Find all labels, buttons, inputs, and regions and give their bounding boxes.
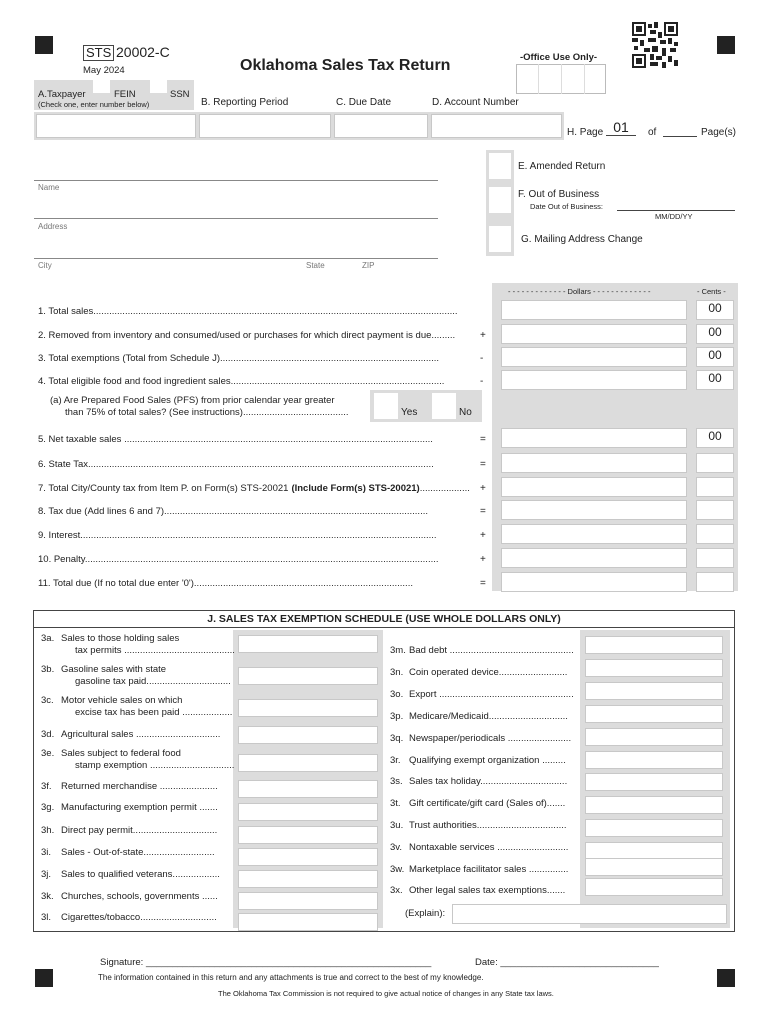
schedule-input-3w[interactable]	[585, 858, 723, 876]
taxpayer-label: A.Taxpayer	[38, 89, 86, 100]
line-7-cents-input[interactable]	[696, 477, 734, 497]
schedule-item-label: Marketplace facilitator sales ...............	[409, 864, 569, 875]
line-3-dollars-input[interactable]	[501, 347, 687, 367]
page-of-label: of	[648, 127, 657, 138]
form-number: 20002-C	[116, 44, 170, 60]
line-8-operator: =	[480, 506, 486, 517]
line-11-cents-input[interactable]	[696, 572, 734, 592]
schedule-item-label: Nontaxable services ...........................	[409, 842, 569, 853]
out-of-business-date-format: MM/DD/YY	[655, 212, 693, 221]
reporting-period-label: B. Reporting Period	[201, 97, 289, 108]
schedule-code-3m: 3m.	[390, 645, 406, 656]
line-4-cents-value: 00	[708, 371, 722, 385]
schedule-item-label-cont: stamp exemption ................................	[75, 760, 235, 771]
office-use-divider	[584, 64, 585, 94]
amended-return-checkbox[interactable]	[489, 153, 511, 179]
schedule-code-3r: 3r.	[390, 755, 401, 766]
schedule-item-label: Other legal sales tax exemptions.......	[409, 885, 566, 896]
schedule-j-title: J. SALES TAX EXEMPTION SCHEDULE (USE WHOLE DOLLARS ONLY)	[207, 613, 561, 625]
office-use-label: -Office Use Only-	[520, 52, 598, 63]
line-2-cents-value: 00	[708, 325, 722, 339]
line-7-operator: +	[480, 483, 486, 494]
schedule-item-label: Sales to those holding sales	[61, 633, 180, 644]
schedule-code-3t: 3t.	[390, 798, 401, 809]
reporting-period-input[interactable]	[199, 114, 331, 138]
line-6-dollars-input[interactable]	[501, 453, 687, 473]
schedule-item-label: Churches, schools, governments ......	[61, 891, 218, 902]
fein-label: FEIN	[114, 89, 136, 100]
page-number-value[interactable]: 01	[606, 119, 636, 136]
schedule-item-label: Coin operated device..........................	[409, 667, 568, 678]
schedule-item-label: Agricultural sales ................................	[61, 729, 221, 740]
schedule-item-label-cont: gasoline tax paid................................	[75, 676, 231, 687]
line-5-label: 5. Net taxable sales .....................................................................................................................	[38, 434, 433, 445]
schedule-item-label: Qualifying exempt organization .........	[409, 755, 566, 766]
pfs-no-checkbox[interactable]	[432, 393, 456, 419]
line-3-cents-value: 00	[708, 348, 722, 362]
schedule-input-3g[interactable]	[238, 803, 378, 821]
name-label: Name	[38, 183, 60, 192]
schedule-input-3x[interactable]	[585, 878, 723, 896]
due-date-input[interactable]	[334, 114, 428, 138]
account-number-label: D. Account Number	[432, 97, 519, 108]
schedule-input-3s[interactable]	[585, 773, 723, 791]
schedule-item-label: Newspaper/periodicals ........................	[409, 733, 572, 744]
line-9-label: 9. Interest.......................................................................................................................................	[38, 530, 437, 541]
schedule-input-3j[interactable]	[238, 870, 378, 888]
ssn-label: SSN	[170, 89, 190, 100]
schedule-code-3a: 3a.	[41, 633, 55, 644]
line-8-dollars-input[interactable]	[501, 500, 687, 520]
schedule-input-3b[interactable]	[238, 667, 378, 685]
line-9-operator: +	[480, 530, 486, 541]
schedule-item-label-cont: excise tax has been paid ...................	[75, 707, 233, 718]
schedule-code-3b: 3b.	[41, 664, 55, 675]
cents-header: - Cents -	[697, 287, 726, 296]
schedule-input-3d[interactable]	[238, 726, 378, 744]
schedule-code-3f: 3f.	[41, 781, 52, 792]
schedule-item-label: Sales to qualified veterans..................	[61, 869, 220, 880]
fein-checkbox[interactable]	[93, 80, 110, 93]
schedule-item-label: Motor vehicle sales on which	[61, 695, 183, 706]
explain-label: (Explain):	[405, 908, 446, 919]
line-5-dollars-input[interactable]	[501, 428, 687, 448]
schedule-code-3h: 3h.	[41, 825, 55, 836]
address-label: Address	[38, 222, 68, 231]
line-5-operator: =	[480, 434, 486, 445]
schedule-input-3l[interactable]	[238, 913, 378, 931]
form-prefix-box: STS	[83, 45, 114, 61]
mailing-address-change-label: G. Mailing Address Change	[521, 234, 643, 245]
line-7-dollars-input[interactable]	[501, 477, 687, 497]
line-2-label: 2. Removed from inventory and consumed/used or purchases for which direct payment is due.........	[38, 330, 456, 341]
schedule-item-label: Cigarettes/tobacco.............................	[61, 912, 217, 923]
out-of-business-date-input[interactable]	[617, 210, 735, 211]
schedule-input-3q[interactable]	[585, 728, 723, 746]
schedule-code-3w: 3w.	[390, 864, 405, 875]
line-10-dollars-input[interactable]	[501, 548, 687, 568]
amended-return-label: E. Amended Return	[518, 161, 606, 172]
total-pages-input[interactable]	[663, 136, 697, 137]
signature-line[interactable]: Signature: ______________________________________________________	[100, 957, 432, 968]
line-1-cents-value: 00	[708, 301, 722, 315]
state-label: State	[306, 261, 325, 270]
tax-law-notice: The Oklahoma Tax Commission is not required to give actual notice of changes in any State tax laws.	[218, 989, 554, 998]
line-9-cents-input[interactable]	[696, 524, 734, 544]
schedule-code-3x: 3x.	[390, 885, 403, 896]
schedule-input-3t[interactable]	[585, 796, 723, 814]
schedule-item-label: Sales subject to federal food	[61, 748, 181, 759]
taxpayer-instruction: (Check one, enter number below)	[38, 100, 150, 109]
schedule-input-3p[interactable]	[585, 705, 723, 723]
schedule-code-3e: 3e.	[41, 748, 55, 759]
page-label: H. Page	[567, 127, 604, 138]
schedule-input-3i[interactable]	[238, 848, 378, 866]
pfs-yes-checkbox[interactable]	[374, 393, 398, 419]
registration-mark-bottom-right	[717, 969, 735, 987]
date-line[interactable]: Date: ______________________________	[475, 957, 659, 968]
line-4-operator: -	[480, 376, 484, 387]
schedule-code-3l: 3l.	[41, 912, 52, 923]
schedule-item-label: Medicare/Medicaid..............................	[409, 711, 568, 722]
line-1-label: 1. Total sales..........................................................................................................................................	[38, 306, 458, 317]
city-label: City	[38, 261, 52, 270]
schedule-input-3c[interactable]	[238, 699, 378, 717]
form-date: May 2024	[83, 65, 125, 76]
schedule-item-label: Trust authorities..................................	[409, 820, 567, 831]
dollars-header: - - - - - - - - - - - - - Dollars - - - - - - - - - - - - -	[508, 287, 651, 296]
office-use-divider	[538, 64, 539, 94]
out-of-business-date-label: Date Out of Business:	[530, 202, 603, 211]
schedule-item-label: Manufacturing exemption permit .......	[61, 802, 218, 813]
schedule-code-3j: 3j.	[41, 869, 52, 880]
line-3-label: 3. Total exemptions (Total from Schedule J)...................................................................................	[38, 353, 440, 364]
line-10-cents-input[interactable]	[696, 548, 734, 568]
schedule-code-3k: 3k.	[41, 891, 54, 902]
line-10-label: 10. Penalty......................................................................................................................................	[38, 554, 439, 565]
registration-mark-bottom-left	[35, 969, 53, 987]
schedule-item-label-cont: tax permits ..........................................	[75, 645, 235, 656]
schedule-item-label: Gasoline sales with state	[61, 664, 167, 675]
schedule-code-3o: 3o.	[390, 689, 404, 700]
schedule-code-3n: 3n.	[390, 667, 404, 678]
schedule-input-3a[interactable]	[238, 635, 378, 653]
out-of-business-checkbox[interactable]	[489, 187, 511, 213]
line-11-label: 11. Total due (If no total due enter '0')...................................................................................	[38, 578, 413, 589]
line-5-cents-value: 00	[708, 429, 722, 443]
taxpayer-number-input[interactable]	[36, 114, 196, 138]
line-4-dollars-input[interactable]	[501, 370, 687, 390]
line-4-label: 4. Total eligible food and food ingredient sales.................................................................................	[38, 376, 445, 387]
schedule-item-label: Direct pay permit................................	[61, 825, 218, 836]
line-11-dollars-input[interactable]	[501, 572, 687, 592]
pfs-no-label: No	[459, 407, 472, 418]
schedule-code-3d: 3d.	[41, 729, 55, 740]
registration-mark-top-left	[35, 36, 53, 54]
schedule-item-label: Returned merchandise ......................	[61, 781, 218, 792]
address-line[interactable]	[34, 218, 438, 219]
pfs-question-line1: (a) Are Prepared Food Sales (PFS) from prior calendar year greater	[50, 395, 335, 406]
schedule-item-label: Gift certificate/gift card (Sales of).......	[409, 798, 566, 809]
line-10-operator: +	[480, 554, 486, 565]
line-9-dollars-input[interactable]	[501, 524, 687, 544]
schedule-input-3e[interactable]	[238, 754, 378, 772]
line-3-operator: -	[480, 353, 484, 364]
line-1-dollars-input[interactable]	[501, 300, 687, 320]
schedule-code-3i: 3i.	[41, 847, 52, 858]
schedule-input-3k[interactable]	[238, 892, 378, 910]
qr-code	[632, 22, 678, 68]
page-title: Oklahoma Sales Tax Return	[240, 57, 451, 74]
schedule-input-3n[interactable]	[585, 659, 723, 677]
schedule-input-3r[interactable]	[585, 751, 723, 769]
city-state-zip-line[interactable]	[34, 258, 438, 259]
schedule-item-label: Sales - Out-of-state...........................	[61, 847, 215, 858]
zip-label: ZIP	[362, 261, 375, 270]
schedule-code-3g: 3g.	[41, 802, 55, 813]
line-6-label: 6. State Tax...................................................................................................................................	[38, 459, 434, 470]
schedule-input-3f[interactable]	[238, 780, 378, 798]
schedule-item-label: Export ...................................................	[409, 689, 574, 700]
line-6-operator: =	[480, 459, 486, 470]
schedule-code-3s: 3s.	[390, 776, 403, 787]
explain-input[interactable]	[452, 904, 727, 924]
due-date-label: C. Due Date	[336, 97, 392, 108]
ssn-checkbox[interactable]	[150, 80, 167, 93]
line-11-operator: =	[480, 578, 486, 589]
schedule-code-3u: 3u.	[390, 820, 404, 831]
schedule-code-3q: 3q.	[390, 733, 404, 744]
mailing-address-change-checkbox[interactable]	[489, 226, 511, 252]
pages-label: Page(s)	[701, 127, 737, 138]
schedule-code-3v: 3v.	[390, 842, 402, 853]
schedule-input-3m[interactable]	[585, 636, 723, 654]
line-8-cents-input[interactable]	[696, 500, 734, 520]
out-of-business-label: F. Out of Business	[518, 189, 600, 200]
name-line[interactable]	[34, 180, 438, 181]
certification-statement: The information contained in this return and any attachments is true and correct to the best of my knowledge.	[98, 973, 484, 982]
line-7-label: 7. Total City/County tax from Item P. on Form(s) STS-20021 (Include Form(s) STS-20021)...................	[38, 483, 470, 494]
schedule-input-3h[interactable]	[238, 826, 378, 844]
schedule-item-label: Bad debt ...............................................	[409, 645, 574, 656]
line-8-label: 8. Tax due (Add lines 6 and 7)....................................................................................................	[38, 506, 428, 517]
schedule-code-3c: 3c.	[41, 695, 54, 706]
schedule-input-3o[interactable]	[585, 682, 723, 700]
pfs-question-line2: than 75% of total sales? (See instructions)........................................	[65, 407, 349, 418]
line-2-dollars-input[interactable]	[501, 324, 687, 344]
registration-mark-top-right	[717, 36, 735, 54]
line-6-cents-input[interactable]	[696, 453, 734, 473]
office-use-divider	[561, 64, 562, 94]
line-2-operator: +	[480, 330, 486, 341]
account-number-input[interactable]	[431, 114, 562, 138]
pfs-yes-label: Yes	[401, 407, 418, 418]
schedule-code-3p: 3p.	[390, 711, 404, 722]
schedule-input-3u[interactable]	[585, 819, 723, 837]
schedule-item-label: Sales tax holiday.................................	[409, 776, 568, 787]
